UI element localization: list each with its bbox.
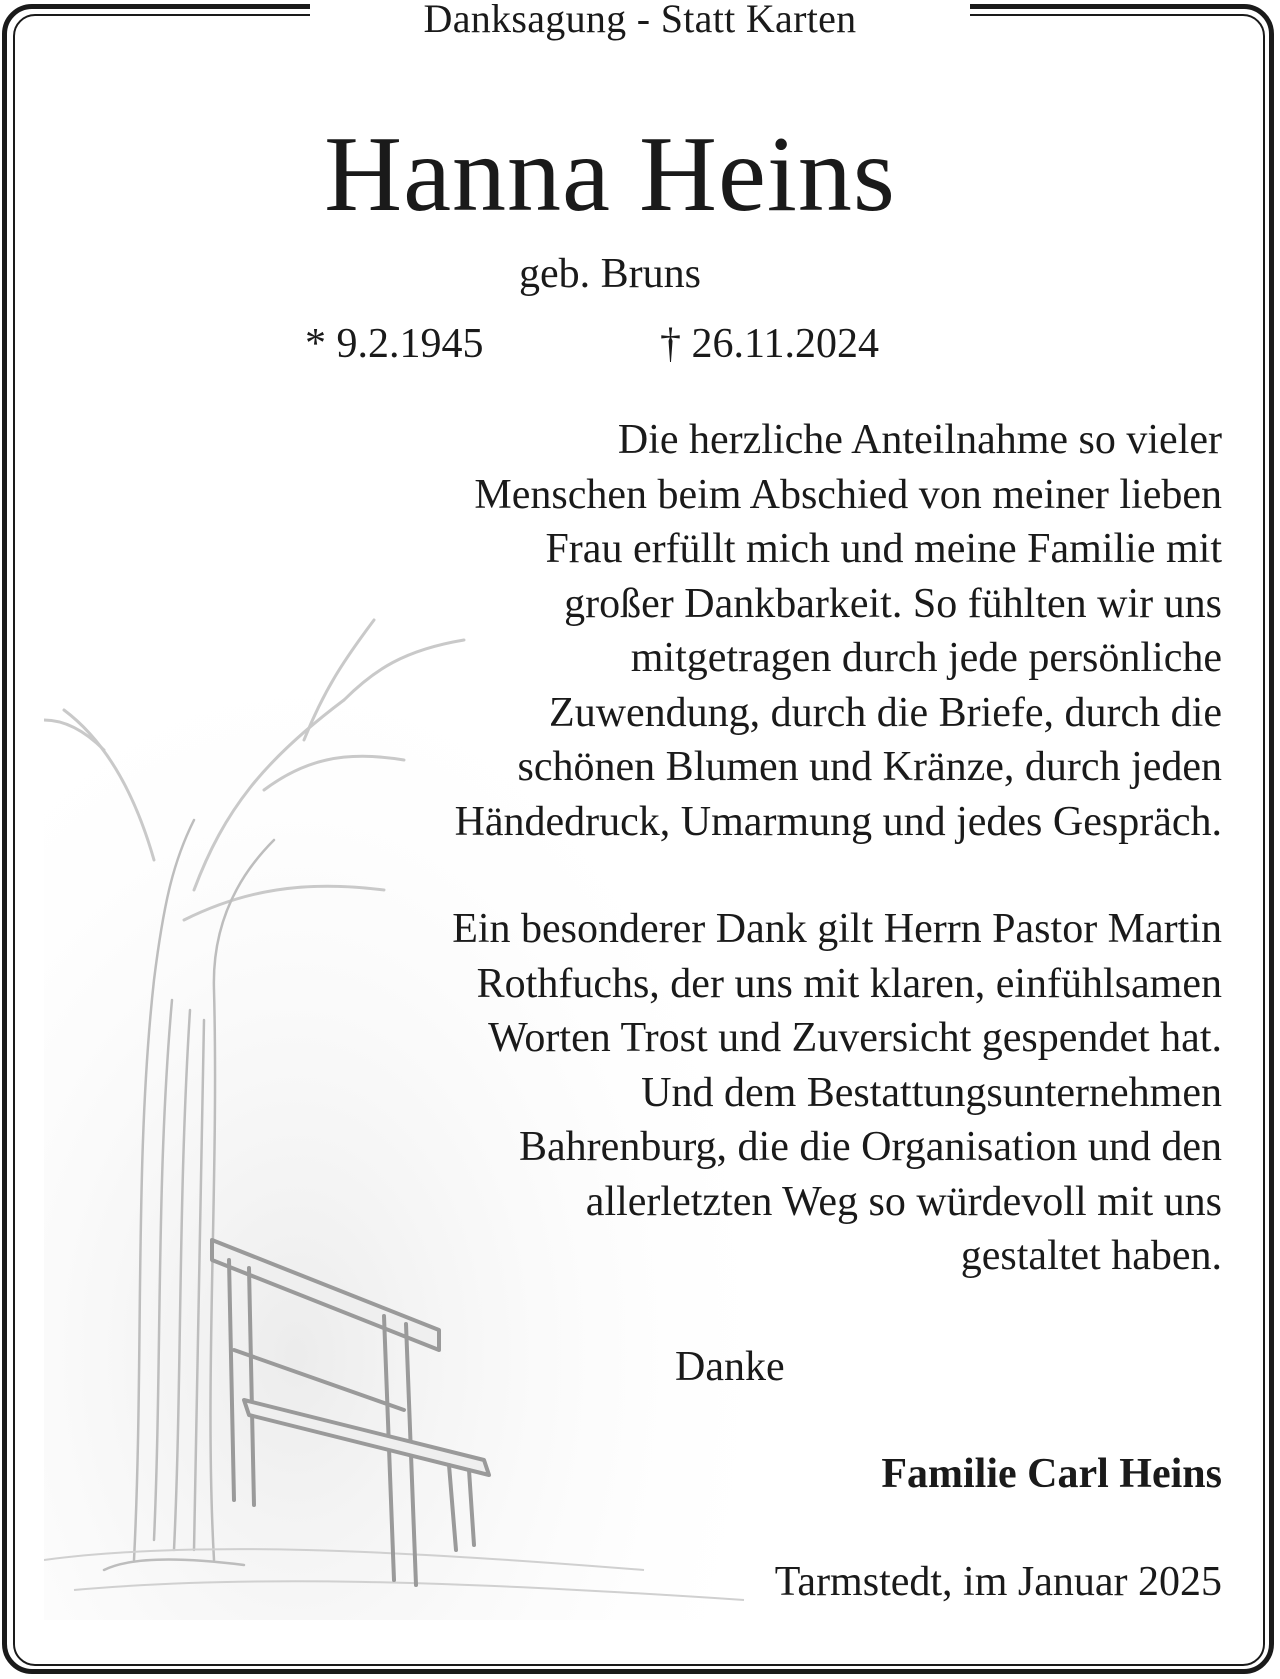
text-line: großer Dankbarkeit. So fühlten wir uns [564,580,1222,627]
message-paragraph-2 [452,902,1222,1284]
text-line: Bahrenburg, die die Organisation und den [519,1124,1222,1170]
deceased-name: Hanna Heins [324,115,896,234]
maiden-name: geb. Bruns [519,251,701,297]
place-date: Tarmstedt, im Januar 2025 [774,1559,1222,1605]
text-line: Worten Trost und Zuversicht gespendet hat. [488,1015,1222,1061]
header-label: Danksagung - Statt Karten [310,0,970,44]
text-line: Die herzliche Anteilnahme so vieler [617,417,1222,463]
text-line: Rothfuchs, der uns mit klaren, einfühlsamen [476,960,1222,1007]
death-date: † 26.11.2024 [660,321,879,367]
text-line: schönen Blumen und Kränze, durch jeden [517,744,1222,790]
family-signature: Familie Carl Heins [881,1451,1222,1497]
text-line: Ein besonderer Dank gilt Herrn Pastor Martin [452,906,1222,952]
text-line: Menschen beim Abschied von meiner lieben [474,471,1222,518]
text-line: Frau erfüllt mich und meine Familie mit [545,526,1222,572]
closing-thanks: Danke [675,1344,785,1390]
text-line: mitgetragen durch jede persönliche [630,635,1222,681]
text-line: Und dem Bestattungsunternehmen [641,1069,1222,1116]
text-line: allerletzten Weg so würdevoll mit uns [585,1178,1222,1225]
text-line: gestaltet haben. [960,1233,1222,1279]
birth-date: * 9.2.1945 [305,321,484,367]
message-paragraph-1 [455,413,1222,849]
text-line: Zuwendung, durch die Briefe, durch die [549,689,1222,736]
text-line: Händedruck, Umarmung und jedes Gespräch. [454,798,1222,845]
